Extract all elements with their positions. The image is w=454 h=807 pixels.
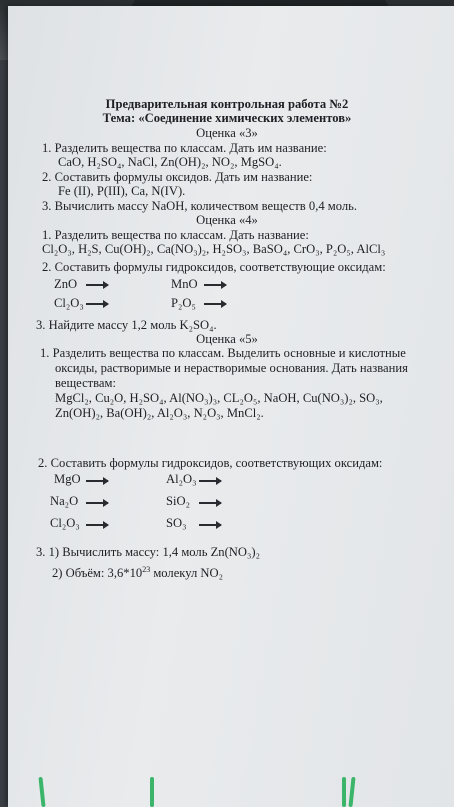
grade4-oxide-zno: ZnO (54, 277, 78, 291)
arrow-icon (199, 480, 221, 482)
arrow-icon (86, 502, 108, 504)
doc-topic: Тема: «Соединение химических элементов» (102, 111, 352, 125)
grade3-task3-text: 3. Вычислить массу NaOH, количеством веществ 0,4 моль. (42, 199, 358, 213)
grade4-heading: Оценка «4» (196, 213, 258, 227)
grade5-task3-line2-post: молекул NO₂ (150, 566, 224, 580)
grade5-task1-line5: Zn(OH)₂, Ba(OH)₂, Al₂O₃, N₂O₃, MnCl₂. (55, 406, 264, 420)
grade5-task1-line1: 1. Разделить вещества по классам. Выделить основные и кислотные (40, 346, 406, 360)
doc-title: Предварительная контрольная работа №2 (105, 97, 349, 111)
grade5-task1-line4: MgCl₂, Cu₂O, H₂SO₄, Al(NO₃)₃, CL₂O₅, NaOH, Cu(NO₃)₂, SO₃, (55, 391, 383, 405)
arrow-icon (199, 502, 221, 504)
arrow-icon (204, 303, 226, 305)
grade3-heading: Оценка «3» (196, 126, 258, 140)
grade5-oxide-sio2: SiO₂ (166, 494, 190, 508)
grade4-task2-text: 2. Составить формулы гидроксидов, соответствующие оксидам: (42, 260, 386, 274)
arrow-icon (86, 303, 108, 305)
grade4-task1-text: 1. Разделить вещества по классам. Дать название: (42, 228, 309, 242)
grade5-oxide-so3: SO₃ (166, 516, 187, 530)
grade3-task1-formulas: CaO, H₂SO₄, NaCl, Zn(OH)₂, NO₂, MgSO₄. (58, 155, 282, 169)
arrow-icon (86, 524, 108, 526)
arrow-icon (199, 524, 221, 526)
grade5-oxide-cl2o3: Cl₂O₃ (50, 516, 80, 530)
grade3-task2-text: 2. Составить формулы оксидов. Дать им название: (42, 170, 313, 184)
grade4-oxide-p2o5: P₂O₅ (171, 296, 196, 310)
grade4-oxide-mno: MnO (171, 277, 198, 291)
grade5-task3-line1: 3. 1) Вычислить массу: 1,4 моль Zn(NO₃)₂ (36, 545, 260, 559)
grade5-task1-line3: веществам: (55, 376, 116, 390)
grade3-task1-text: 1. Разделить вещества по классам. Дать им название: (42, 141, 327, 155)
arrow-icon (86, 480, 108, 482)
grade4-oxide-cl2o3: Cl₂O₃ (54, 296, 84, 310)
grade5-oxide-al2o3: Al₂O₃ (166, 472, 197, 486)
grade3-task2-elements: Fe (II), P(III), Ca, N(IV). (58, 184, 186, 198)
arrow-icon (204, 284, 226, 286)
grade5-oxide-na2o: Na₂O (50, 494, 79, 508)
grade5-oxide-mgo: MgO (54, 472, 81, 486)
grade5-task3-line2-pre: 2) Объём: 3,6*10 (52, 566, 143, 580)
grade4-task1-formulas: Cl₂O₃, H₂S, Cu(OH)₂, Ca(NO₃)₂, H₂SO₃, BaSO₄, CrO₃, P₂O₅, AlCl₃ (42, 242, 386, 256)
grade5-task2-text: 2. Составить формулы гидроксидов, соответствующих оксидам: (38, 456, 383, 470)
binder-clip (342, 777, 346, 807)
grade5-task3-line2 (52, 563, 223, 580)
arrow-icon (86, 284, 108, 286)
binder-clip (150, 777, 154, 807)
grade4-task3-text: 3. Найдите массу 1,2 моль K₂SO₄. (36, 318, 217, 332)
grade5-task3-exponent: 23 (142, 565, 151, 574)
grade5-task1-line2: оксиды, растворимые и нерастворимые основания. Дать названия (55, 361, 408, 375)
grade5-heading: Оценка «5» (196, 332, 258, 346)
